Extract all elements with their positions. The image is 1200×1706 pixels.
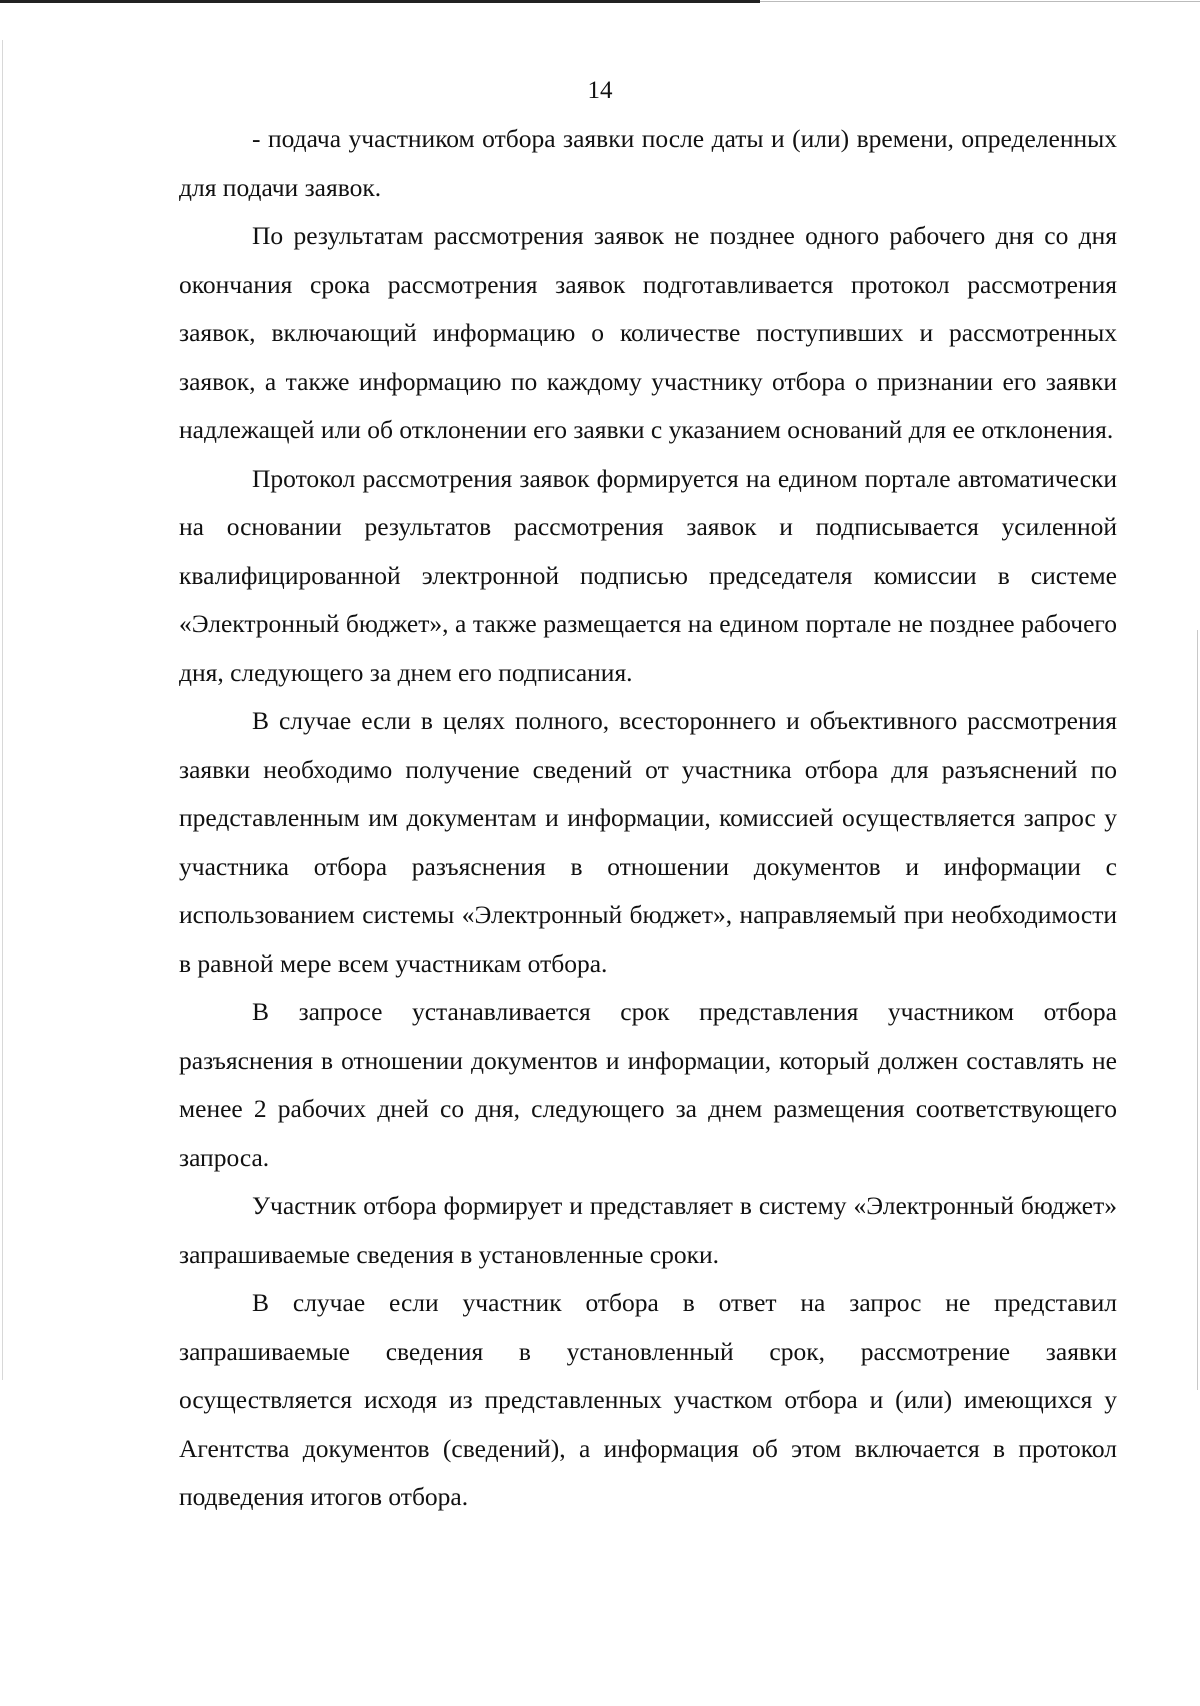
paragraph-participant-response: Участник отбора формирует и представляет в систему «Электронный бюджет» запрашиваемые сведения в установленные сроки. <box>179 1191 1117 1269</box>
scan-left-edge <box>2 40 3 1380</box>
document-body <box>179 115 1117 1522</box>
paragraph-clarification-request: В случае если в целях полного, всестороннего и объективного рассмотрения заявки необходимо получение сведений от участника отбора для разъяснений по представленным им документам и информации, комиссией осуществляется запрос у участника отбора разъяснения в отношении документов и информации с использованием системы «Электронный бюджет», направляемый при необходимости в равной мере всем участникам отбора. <box>179 706 1117 978</box>
paragraph-no-response: В случае если участник отбора в ответ на запрос не представил запрашиваемые сведения в установленный срок, рассмотрение заявки осуществляется исходя из представленных участком отбора и (или) имеющихся у Агентства документов (сведений), а информация об этом включается в протокол подведения итогов отбора. <box>179 1288 1117 1511</box>
scan-right-edge <box>1197 630 1198 1390</box>
paragraph-request-deadline: В запросе устанавливается срок представления участником отбора разъяснения в отношении документов и информации, который должен составлять не менее 2 рабочих дней со дня, следующего за днем размещения соответствующего запроса. <box>179 997 1117 1172</box>
paragraph-late-submission: - подача участником отбора заявки после даты и (или) времени, определенных для подачи заявок. <box>179 124 1117 202</box>
scan-top-edge-faint <box>760 1 1200 2</box>
paragraph-protocol-signing: Протокол рассмотрения заявок формируется на едином портале автоматически на основании результатов рассмотрения заявок и подписывается усиленной квалифицированной электронной подписью председателя комиссии в системе «Электронный бюджет», а также размещается на едином портале не позднее рабочего дня, следующего за днем его подписания. <box>179 463 1117 687</box>
scan-top-edge <box>0 0 760 3</box>
page-number: 14 <box>587 77 613 104</box>
paragraph-review-protocol: По результатам рассмотрения заявок не позднее одного рабочего дня со дня окончания срока рассмотрения заявок подготавливается протокол рассмотрения заявок, включающий информацию о количестве поступивших и рассмотренных заявок, а также информацию по каждому участнику отбора о признании его заявки надлежащей или об отклонении его заявки с указанием оснований для ее отклонения. <box>179 221 1117 444</box>
